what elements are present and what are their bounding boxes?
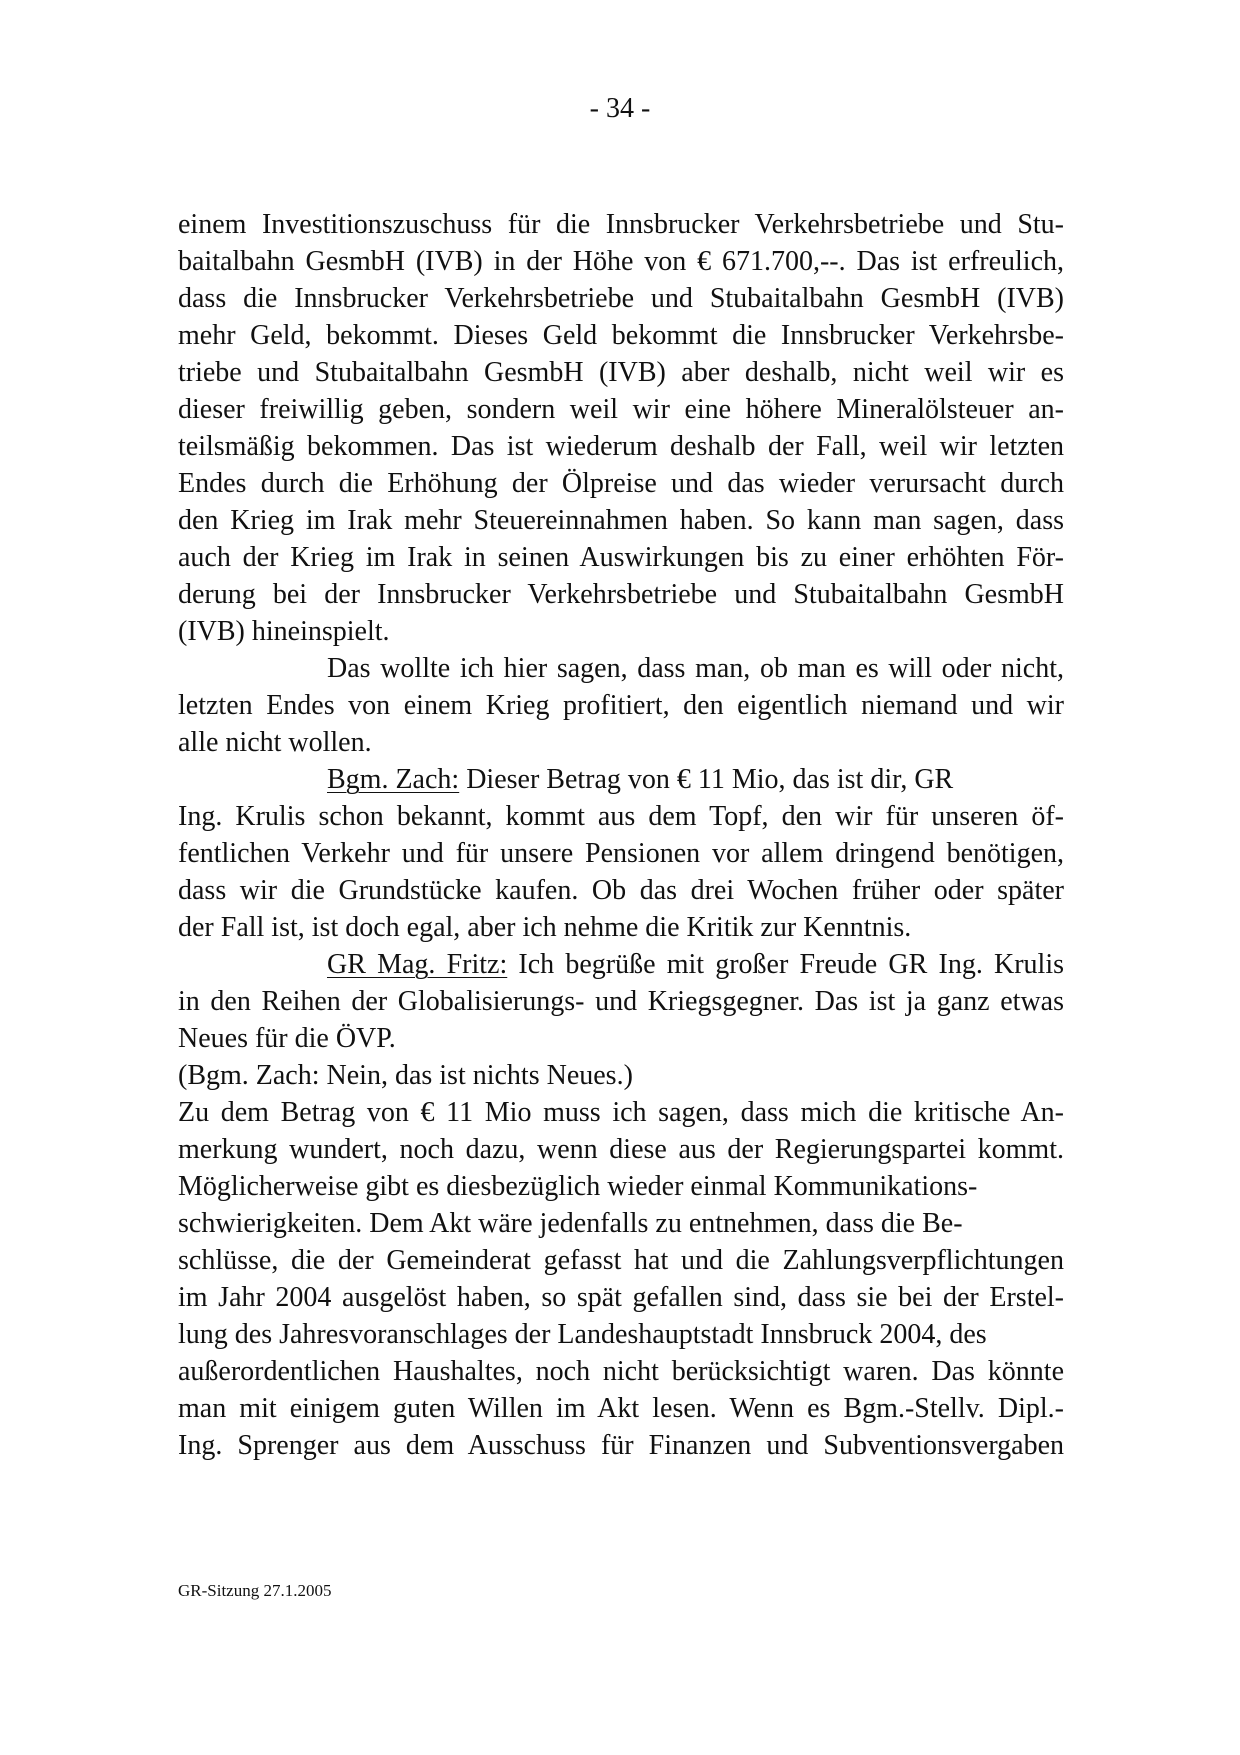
- line-text: Ing. Sprenger aus dem Ausschuss für Finanzen und Subventionsvergaben: [178, 1430, 1064, 1461]
- text-line: [178, 539, 1064, 576]
- text-line: [178, 798, 1064, 835]
- text-line: [178, 983, 1064, 1020]
- text-line: [178, 613, 1064, 650]
- line-text: Endes durch die Erhöhung der Ölpreise und das wieder verursacht durch: [178, 468, 1064, 499]
- text-line: [178, 835, 1064, 872]
- line-text: Ich begrüße mit großer Freude GR Ing. Krulis: [507, 949, 1064, 980]
- line-text: Neues für die ÖVP.: [178, 1023, 396, 1054]
- text-line: [178, 909, 1064, 946]
- line-text: merkung wundert, noch dazu, wenn diese aus der Regierungspartei kommt.: [178, 1134, 1064, 1165]
- line-text: schwierigkeiten. Dem Akt wäre jedenfalls zu entnehmen, dass die Be-: [178, 1208, 963, 1239]
- text-line: [178, 465, 1064, 502]
- text-line: [178, 391, 1064, 428]
- line-text: Zu dem Betrag von € 11 Mio muss ich sagen, dass mich die kritische An-: [178, 1097, 1064, 1128]
- line-text: den Krieg im Irak mehr Steuereinnahmen haben. So kann man sagen, dass: [178, 505, 1064, 536]
- line-text: (IVB) hineinspielt.: [178, 616, 390, 647]
- text-line: [178, 243, 1064, 280]
- text-line: [178, 280, 1064, 317]
- text-line: [178, 206, 1064, 243]
- text-line: [178, 1279, 1064, 1316]
- line-text: einem Investitionszuschuss für die Innsbrucker Verkehrsbetriebe und Stu-: [178, 209, 1064, 240]
- text-line: [178, 872, 1064, 909]
- line-text: dieser freiwillig geben, sondern weil wir eine höhere Mineralölsteuer an-: [178, 394, 1064, 425]
- line-text: in den Reihen der Globalisierungs- und Kriegsgegner. Das ist ja ganz etwas: [178, 986, 1064, 1017]
- text-line: [178, 724, 1064, 761]
- text-line: [178, 1316, 1064, 1353]
- text-line: [178, 1057, 1064, 1094]
- line-text: schlüsse, die der Gemeinderat gefasst hat und die Zahlungsverpflichtungen: [178, 1245, 1064, 1276]
- text-line: [178, 946, 1064, 983]
- text-line: [178, 354, 1064, 391]
- line-text: Dieser Betrag von € 11 Mio, das ist dir, GR: [459, 764, 954, 795]
- line-text: teilsmäßig bekommen. Das ist wiederum deshalb der Fall, weil wir letzten: [178, 431, 1064, 462]
- line-text: mehr Geld, bekommt. Dieses Geld bekommt die Innsbrucker Verkehrsbe-: [178, 320, 1064, 351]
- line-text: dass die Innsbrucker Verkehrsbetriebe und Stubaitalbahn GesmbH (IVB): [178, 283, 1064, 314]
- line-text: alle nicht wollen.: [178, 727, 372, 758]
- line-text: Ing. Krulis schon bekannt, kommt aus dem Topf, den wir für unseren öf-: [178, 801, 1064, 832]
- text-line: [178, 650, 1064, 687]
- line-text: man mit einigem guten Willen im Akt lesen. Wenn es Bgm.-Stellv. Dipl.-: [178, 1393, 1064, 1424]
- page-number: - 34 -: [589, 93, 651, 124]
- text-line: [178, 1131, 1064, 1168]
- line-text: Das wollte ich hier sagen, dass man, ob man es will oder nicht,: [327, 653, 1064, 684]
- text-line: [178, 1353, 1064, 1390]
- document-body: [178, 206, 1064, 1464]
- text-line: [178, 502, 1064, 539]
- text-line: [178, 1390, 1064, 1427]
- text-line: [178, 576, 1064, 613]
- line-text: fentlichen Verkehr und für unsere Pensionen vor allem dringend benötigen,: [178, 838, 1064, 869]
- text-line: [178, 1020, 1064, 1057]
- text-line: [178, 1094, 1064, 1131]
- line-text: letzten Endes von einem Krieg profitiert, den eigentlich niemand und wir: [178, 690, 1064, 721]
- text-line: [178, 761, 1064, 798]
- text-line: [178, 1427, 1064, 1464]
- line-text: derung bei der Innsbrucker Verkehrsbetriebe und Stubaitalbahn GesmbH: [178, 579, 1064, 610]
- line-text: lung des Jahresvoranschlages der Landeshauptstadt Innsbruck 2004, des: [178, 1319, 987, 1350]
- text-line: [178, 428, 1064, 465]
- text-line: [178, 687, 1064, 724]
- line-text: (Bgm. Zach: Nein, das ist nichts Neues.): [178, 1060, 633, 1091]
- line-text: Möglicherweise gibt es diesbezüglich wieder einmal Kommunikations-: [178, 1171, 978, 1202]
- line-text: dass wir die Grundstücke kaufen. Ob das drei Wochen früher oder später: [178, 875, 1064, 906]
- line-text: auch der Krieg im Irak in seinen Auswirkungen bis zu einer erhöhten För-: [178, 542, 1064, 573]
- text-line: [178, 1168, 1064, 1205]
- line-text: außerordentlichen Haushaltes, noch nicht berücksichtigt waren. Das könnte: [178, 1356, 1064, 1387]
- text-line: [178, 1205, 1064, 1242]
- text-line: [178, 1242, 1064, 1279]
- line-text: der Fall ist, ist doch egal, aber ich nehme die Kritik zur Kenntnis.: [178, 912, 912, 943]
- speaker-name: GR Mag. Fritz:: [327, 949, 508, 980]
- line-text: im Jahr 2004 ausgelöst haben, so spät gefallen sind, dass sie bei der Erstel-: [178, 1282, 1064, 1313]
- speaker-name: Bgm. Zach:: [327, 764, 460, 795]
- line-text: baitalbahn GesmbH (IVB) in der Höhe von € 671.700,--. Das ist erfreulich,: [178, 246, 1064, 277]
- text-line: [178, 317, 1064, 354]
- line-text: triebe und Stubaitalbahn GesmbH (IVB) aber deshalb, nicht weil wir es: [178, 357, 1064, 388]
- footer-session-date: GR-Sitzung 27.1.2005: [178, 1581, 332, 1600]
